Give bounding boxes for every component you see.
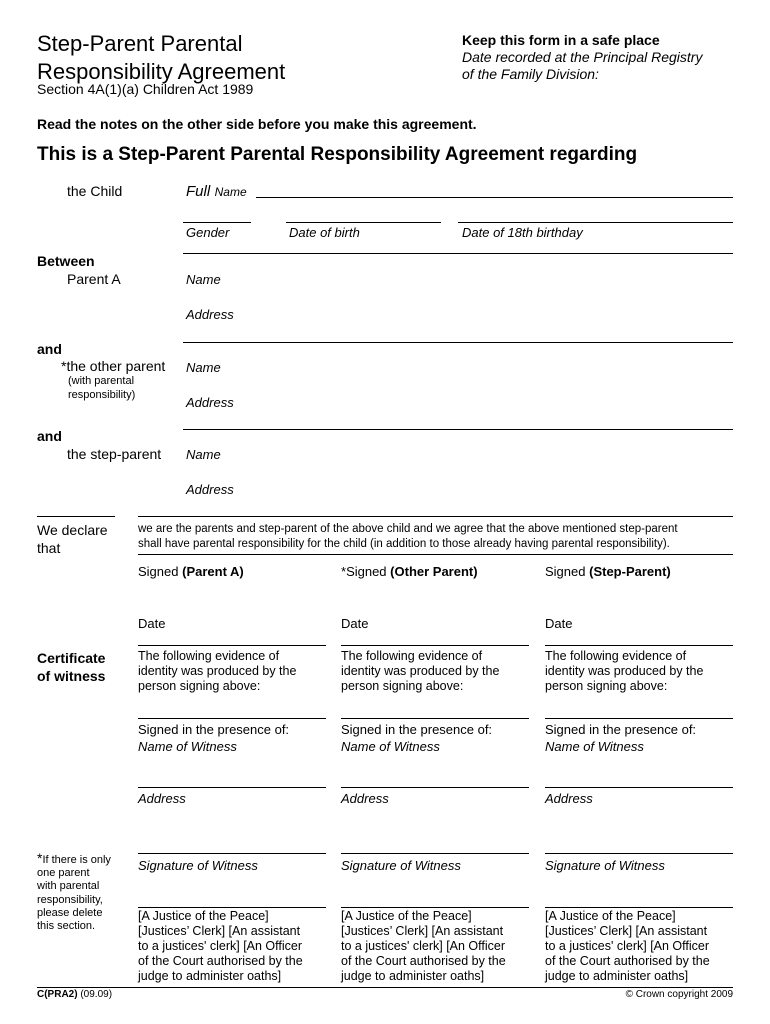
date-label-col1: Date — [138, 616, 166, 631]
footnote-text-line2: one parent — [37, 867, 90, 880]
other-parent-qualifier-line2: responsibility) — [68, 389, 136, 401]
footnote-text-line4: responsibility, — [37, 893, 103, 906]
presence-col1 — [138, 721, 289, 755]
capacity-line2: [Justices’ Clerk] [An assistant — [545, 924, 708, 938]
form-title-line2: Responsibility Agreement — [37, 59, 286, 84]
witness-address-line-col2[interactable] — [341, 853, 529, 854]
footnote-text-line5: please delete — [37, 906, 103, 919]
other-parent-text: the other parent — [66, 358, 166, 374]
signature-line-col1[interactable] — [138, 907, 326, 908]
witness-address-label-col2: Address — [341, 791, 389, 806]
evidence-line3: person signing above: — [341, 679, 464, 693]
date-label-col2: Date — [341, 616, 369, 631]
other-parent-qualifier-line1: (with parental — [68, 375, 135, 387]
evidence-text-col3 — [545, 649, 703, 694]
capacity-line5: judge to administer oaths] — [341, 969, 485, 983]
step-parent-address-label: Address — [186, 482, 234, 497]
child-gender-line[interactable] — [183, 222, 251, 223]
signed-step-parent-role: (Step-Parent) — [589, 564, 671, 579]
form-code — [37, 989, 112, 1001]
agreement-heading: This is a Step-Parent Parental Responsibility Agreement regarding — [37, 144, 638, 165]
we-declare-line1: We declare — [37, 522, 108, 538]
witness-name-line-col2[interactable] — [341, 787, 529, 788]
step-parent-label: the step-parent — [67, 446, 162, 462]
capacity-line4: of the Court authorised by the — [138, 954, 303, 968]
registry-box — [462, 32, 702, 83]
capacity-line5: judge to administer oaths] — [545, 969, 689, 983]
evidence-text-col2 — [341, 649, 499, 694]
signed-step-parent-label — [545, 564, 671, 579]
signature-of-witness-label-col1: Signature of Witness — [138, 858, 258, 873]
evidence-line2: identity was produced by the — [545, 664, 704, 678]
signed-word: Signed — [346, 564, 387, 579]
evidence-line2: identity was produced by the — [138, 664, 297, 678]
child-full-name-label — [186, 183, 247, 201]
keep-safe-note: Keep this form in a safe place — [462, 32, 660, 48]
capacity-line1: [A Justice of the Peace] — [138, 909, 269, 923]
form-title — [37, 30, 285, 86]
child-dob-label: Date of birth — [289, 225, 360, 240]
witness-capacity-col2[interactable] — [341, 909, 506, 984]
date-label-col3: Date — [545, 616, 573, 631]
parent-a-divider — [183, 342, 733, 343]
step-parent-name-label: Name — [186, 447, 221, 462]
signature-of-witness-label-col2: Signature of Witness — [341, 858, 461, 873]
full-word: Full — [186, 183, 211, 200]
other-parent-divider — [183, 429, 733, 430]
declaration-text-line2: shall have parental responsibility for the child (in addition to those already having parental responsibility). — [138, 538, 670, 550]
other-parent-label — [61, 359, 165, 374]
signature-line-col2[interactable] — [341, 907, 529, 908]
form-code-date: (09.09) — [80, 989, 113, 1000]
name-of-witness-label: Name of Witness — [138, 739, 237, 754]
date-recorded-label-line1: Date recorded at the Principal Registry — [462, 49, 703, 65]
evidence-line1: The following evidence of — [138, 649, 280, 663]
evidence-line2: identity was produced by the — [341, 664, 500, 678]
footnote — [37, 852, 111, 933]
signed-star: * — [341, 564, 347, 579]
child-label: the Child — [67, 183, 123, 199]
capacity-line2: [Justices’ Clerk] [An assistant — [341, 924, 504, 938]
footnote-text-line1: If there is only — [42, 854, 111, 866]
certificate-line2: of witness — [37, 668, 106, 684]
date-recorded-label-line2: of the Family Division: — [462, 66, 599, 82]
name-of-witness-label: Name of Witness — [341, 739, 440, 754]
name-of-witness-label: Name of Witness — [545, 739, 644, 754]
evidence-line3: person signing above: — [138, 679, 261, 693]
capacity-line3: to a justices' clerk] [An Officer — [341, 939, 506, 953]
other-parent-name-label: Name — [186, 360, 221, 375]
signed-parent-a-role: (Parent A) — [182, 564, 244, 579]
footnote-line1 — [37, 852, 111, 867]
child-dob18-label: Date of 18th birthday — [462, 225, 583, 240]
date-line-col1[interactable] — [138, 645, 326, 646]
other-parent-address-label: Address — [186, 395, 234, 410]
other-parent-qualifier — [68, 374, 135, 402]
evidence-line1: The following evidence of — [545, 649, 687, 663]
form-code-id: C(PRA2) — [37, 989, 78, 1000]
evidence-text-col1 — [138, 649, 296, 694]
date-line-col2[interactable] — [341, 645, 529, 646]
signed-in-presence-label: Signed in the presence of: — [138, 722, 290, 737]
declaration-bottom-line — [138, 554, 733, 555]
child-dob18-line[interactable] — [458, 222, 733, 223]
copyright-notice: © Crown copyright 2009 — [625, 989, 733, 1000]
between-label: Between — [37, 253, 95, 269]
footer-rule — [37, 987, 733, 988]
parent-a-address-label: Address — [186, 307, 234, 322]
capacity-line1: [A Justice of the Peace] — [341, 909, 472, 923]
capacity-line3: to a justices' clerk] [An Officer — [545, 939, 710, 953]
evidence-line3: person signing above: — [545, 679, 668, 693]
other-parent-star: * — [61, 358, 67, 374]
witness-capacity-col1[interactable] — [138, 909, 303, 984]
capacity-line4: of the Court authorised by the — [341, 954, 506, 968]
witness-address-line-col3[interactable] — [545, 853, 733, 854]
evidence-line-col1[interactable] — [138, 718, 326, 719]
name-word: Name — [214, 185, 247, 199]
signed-other-parent-role: (Other Parent) — [390, 564, 478, 579]
evidence-line-col3[interactable] — [545, 718, 733, 719]
signature-of-witness-label-col3: Signature of Witness — [545, 858, 665, 873]
declaration-top-line-right — [138, 516, 733, 517]
signed-in-presence-label: Signed in the presence of: — [545, 722, 697, 737]
evidence-line1: The following evidence of — [341, 649, 483, 663]
section-reference: Section 4A(1)(a) Children Act 1989 — [37, 81, 254, 97]
child-full-name-line[interactable] — [256, 197, 733, 198]
presence-col2 — [341, 721, 492, 755]
signed-in-presence-label: Signed in the presence of: — [341, 722, 493, 737]
footnote-text-line6: this section. — [37, 920, 96, 933]
witness-capacity-col3[interactable] — [545, 909, 710, 984]
signed-word: Signed — [545, 564, 586, 579]
declaration-text — [138, 522, 678, 552]
capacity-line1: [A Justice of the Peace] — [545, 909, 676, 923]
signed-word: Signed — [138, 564, 179, 579]
parent-a-label: Parent A — [67, 271, 121, 287]
child-section-divider — [183, 253, 733, 254]
witness-name-line-col1[interactable] — [138, 787, 326, 788]
declaration-top-line-left — [37, 516, 115, 517]
witness-address-line-col1[interactable] — [138, 853, 326, 854]
declaration-text-line1: we are the parents and step-parent of the above child and we agree that the above mentioned step-parent — [138, 523, 678, 535]
child-gender-label: Gender — [186, 225, 230, 240]
notes-instruction: Read the notes on the other side before you make this agreement. — [37, 116, 477, 132]
certificate-line1: Certificate — [37, 650, 106, 666]
witness-address-label-col1: Address — [138, 791, 186, 806]
certificate-of-witness-label — [37, 649, 105, 685]
witness-address-label-col3: Address — [545, 791, 593, 806]
presence-col3 — [545, 721, 696, 755]
parent-a-name-label: Name — [186, 272, 221, 287]
capacity-line2: [Justices’ Clerk] [An assistant — [138, 924, 301, 938]
footnote-star: * — [37, 850, 43, 866]
we-declare-label — [37, 521, 108, 557]
date-line-col3[interactable] — [545, 645, 733, 646]
form-title-line1: Step-Parent Parental — [37, 31, 243, 56]
evidence-line-col2[interactable] — [341, 718, 529, 719]
capacity-line3: to a justices' clerk] [An Officer — [138, 939, 303, 953]
footnote-text-line3: with parental — [37, 880, 100, 893]
we-declare-line2: that — [37, 540, 61, 556]
witness-name-line-col3[interactable] — [545, 787, 733, 788]
and-label-1: and — [37, 341, 62, 357]
child-dob-line[interactable] — [286, 222, 441, 223]
capacity-line4: of the Court authorised by the — [545, 954, 710, 968]
capacity-line5: judge to administer oaths] — [138, 969, 282, 983]
signed-parent-a-label — [138, 564, 244, 579]
and-label-2: and — [37, 428, 62, 444]
signed-other-parent-label — [341, 564, 478, 579]
signature-line-col3[interactable] — [545, 907, 733, 908]
